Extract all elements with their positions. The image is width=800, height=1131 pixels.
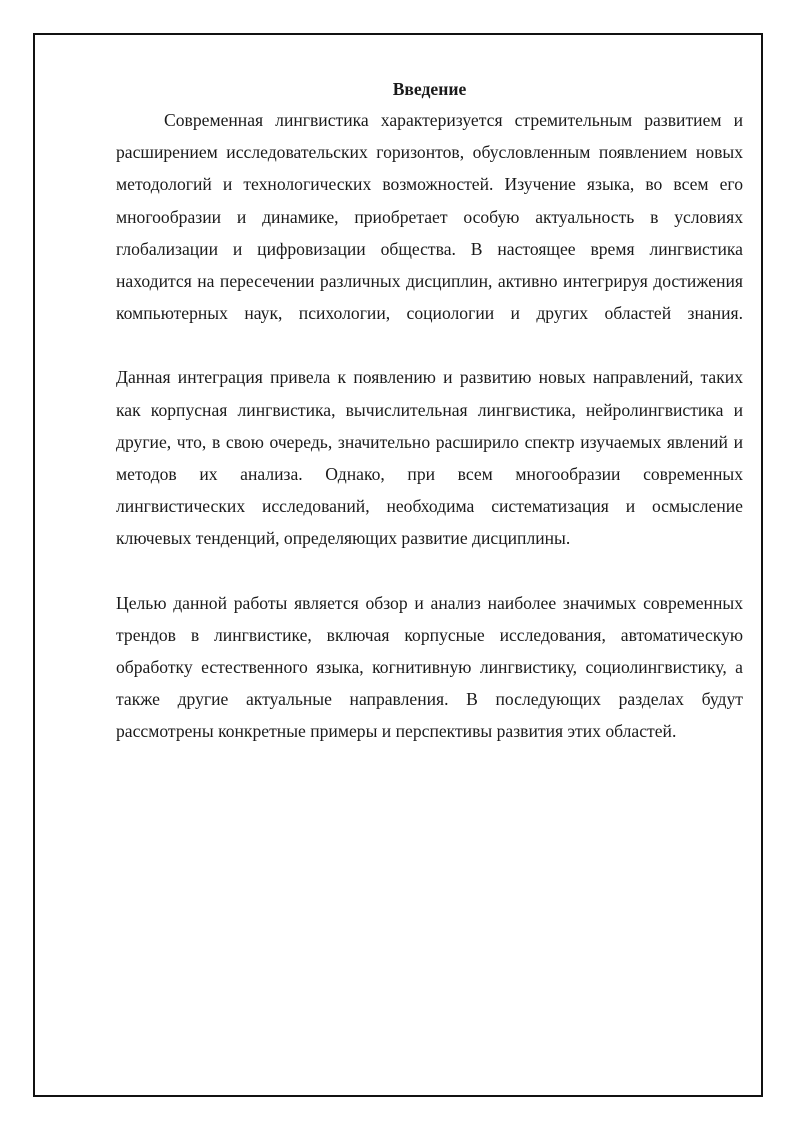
paragraph-gap [116,555,743,587]
paragraph-3: Целью данной работы является обзор и анализ наиболее значимых современных трендов в лингвистике, включая корпусные исследования, автоматическую обработку естественного языка, когнитивную лингвистику, социолингвистику, а также другие актуальные направления. В последующих разделах будут рассмотрены конкретные примеры и перспективы развития этих областей. [116,592,743,742]
paragraph-2: Данная интеграция привела к появлению и развитию новых направлений, таких как корпусная лингвистика, вычислительная лингвистика, нейролингвистика и другие, что, в свою очередь, значительно расширило спектр изучаемых явлений и методов их анализа. Однако, при всем многообразии современных лингвистических исследований, необходима систематизация и осмысление ключевых тенденций, определяющих развитие дисциплины. [116,367,743,549]
paragraph-gap [116,329,743,361]
document-body [116,74,743,748]
document-title: Введение [392,79,467,99]
paragraph-1: Современная лингвистика характеризуется стремительным развитием и расширением исследовательских горизонтов, обусловленным появлением новых методологий и технологических возможностей. Изучение языка, во всем его многообразии и динамике, приобретает особую актуальность в условиях глобализации и цифровизации общества. В настоящее время лингвистика находится на пересечении различных дисциплин, активно интегрируя достижения компьютерных наук, психологии, социологии и других областей знания. [116,110,743,324]
